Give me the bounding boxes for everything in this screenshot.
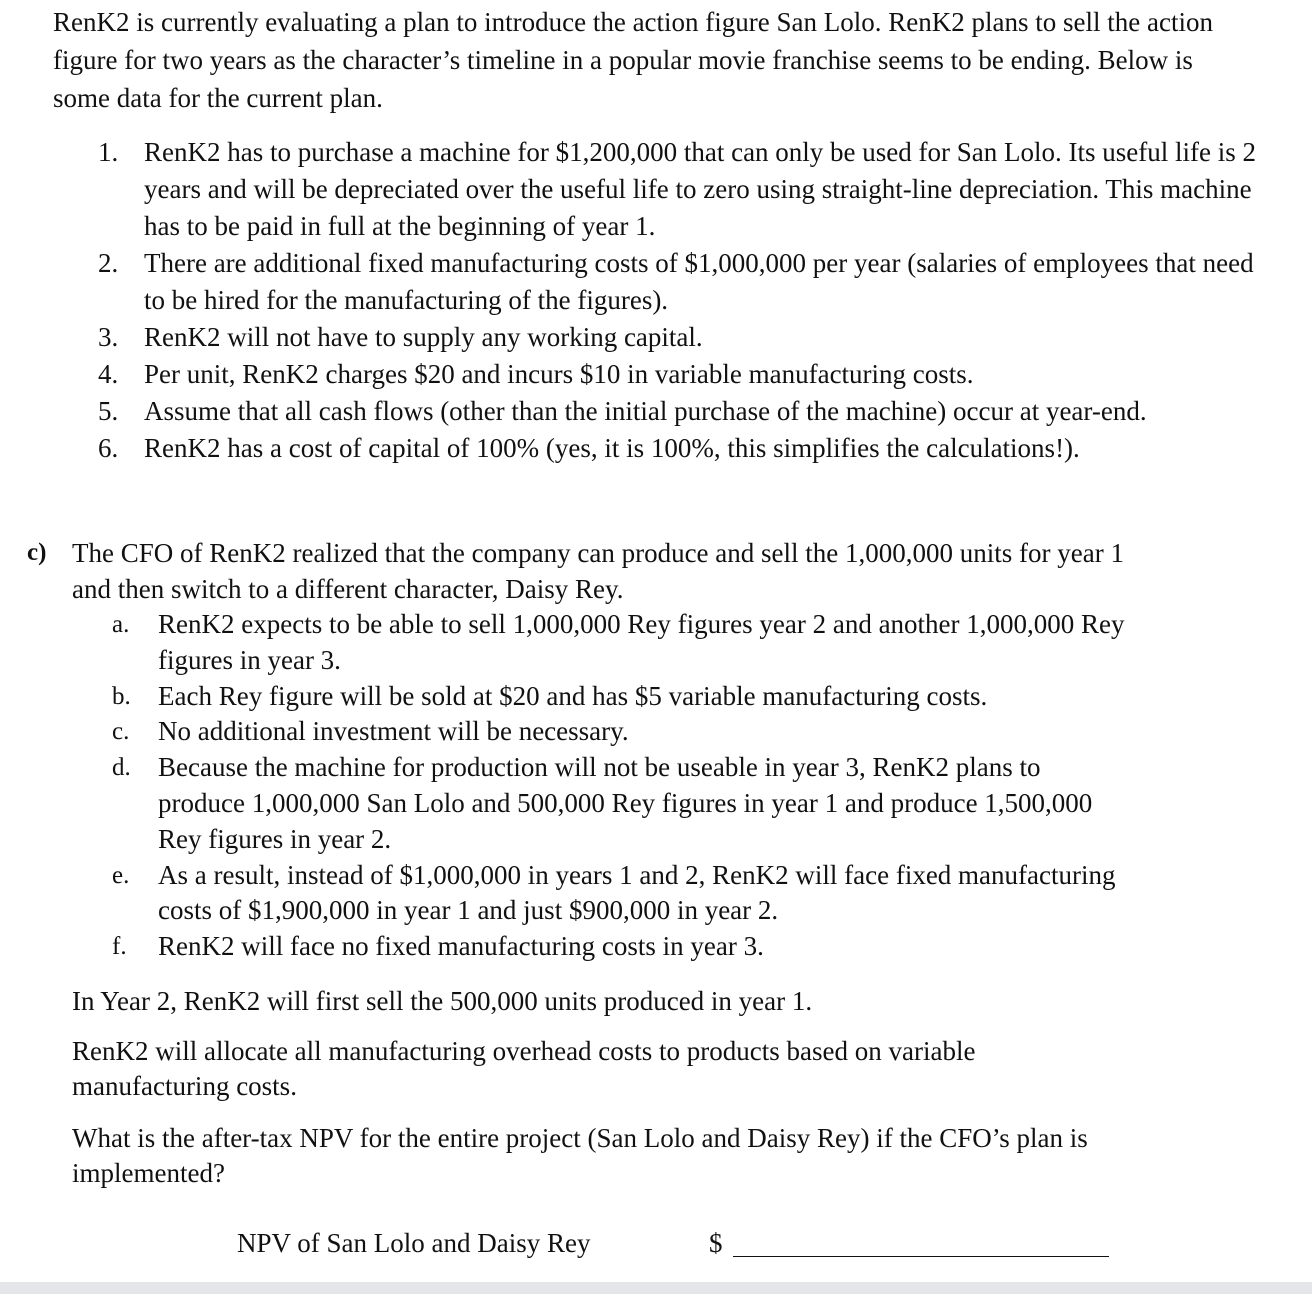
list-marker: f. [112, 933, 127, 961]
list-item-text: There are additional fixed manufacturing costs of $1,000,000 per year (salaries of employees that need to be hired for the manufacturing of the figures). [144, 248, 1254, 315]
list-item [112, 607, 1132, 679]
overhead-allocation-note: RenK2 will allocate all manufacturing overhead costs to products based on variable manufacturing costs. [72, 1036, 976, 1101]
list-item-text: RenK2 has to purchase a machine for $1,200,000 that can only be used for San Lolo. Its useful life is 2 years and will be depreciated over the useful life to zero using straight-line depreciation. This machine has to be paid in full at the beginning of year 1. [144, 137, 1256, 241]
list-item [94, 319, 1264, 356]
list-item-text: RenK2 will face no fixed manufacturing costs in year 3. [158, 931, 764, 962]
list-marker: e. [112, 861, 130, 889]
list-item-text: RenK2 will not have to supply any working capital. [144, 322, 703, 352]
question-part-c [27, 535, 1127, 607]
list-marker: 6. [98, 433, 119, 463]
list-marker: b. [112, 682, 131, 710]
list-item [94, 430, 1264, 467]
intro-paragraph: RenK2 is currently evaluating a plan to introduce the action figure San Lolo. RenK2 plans to sell the action figure for two years as the character’s timeline in a popular movie franchise seems to be ending. Below is some data for the current plan. [53, 7, 1213, 113]
list-item-text: No additional investment will be necessary. [158, 716, 629, 747]
npv-answer-label: NPV of San Lolo and Daisy Rey [237, 1228, 591, 1258]
list-item [112, 714, 1132, 750]
list-item [112, 858, 1132, 930]
list-item [94, 134, 1264, 245]
list-marker: 2. [98, 248, 119, 278]
list-marker: 4. [98, 359, 119, 389]
year2-sales-note: In Year 2, RenK2 will first sell the 500,000 units produced in year 1. [72, 986, 813, 1016]
part-c-list [112, 607, 1132, 965]
list-item [112, 679, 1132, 715]
list-item-text: Because the machine for production will not be useable in year 3, RenK2 plans to produce 1,000,000 San Lolo and 500,000 Rey figures in year 1 and produce 1,500,000 Rey figures in year 2. [158, 752, 1093, 854]
list-item [112, 929, 1132, 965]
list-item-text: Each Rey figure will be sold at $20 and has $5 variable manufacturing costs. [158, 680, 988, 711]
list-marker: 1. [98, 137, 119, 167]
list-marker: 3. [98, 322, 119, 352]
list-marker: c. [112, 718, 130, 746]
list-item-text: Assume that all cash flows (other than the initial purchase of the machine) occur at year-end. [144, 396, 1147, 426]
npv-answer-blank[interactable] [733, 1256, 1109, 1257]
list-item [94, 356, 1264, 393]
list-item [112, 750, 1132, 857]
currency-symbol: $ [709, 1228, 723, 1258]
list-item-text: RenK2 has a cost of capital of 100% (yes, it is 100%, this simplifies the calculations!). [144, 433, 1080, 463]
list-marker: a. [112, 611, 130, 638]
bottom-scroll-strip [0, 1282, 1312, 1294]
list-item-text: RenK2 expects to be able to sell 1,000,000 Rey figures year 2 and another 1,000,000 Rey figures in year 3. [158, 609, 1125, 675]
list-item [94, 245, 1264, 319]
list-item-text: As a result, instead of $1,000,000 in years 1 and 2, RenK2 will face fixed manufacturing costs of $1,900,000 in year 1 and just $900,000 in year 2. [158, 859, 1116, 926]
list-marker: d. [112, 754, 131, 782]
question-prompt: What is the after-tax NPV for the entire project (San Lolo and Daisy Rey) if the CFO’s plan is implemented? [72, 1123, 1088, 1188]
plan-data-list [94, 134, 1264, 467]
list-item-text: Per unit, RenK2 charges $20 and incurs $10 in variable manufacturing costs. [144, 359, 974, 389]
list-marker: 5. [98, 396, 119, 426]
part-c-label: c) [27, 539, 47, 566]
part-c-intro: The CFO of RenK2 realized that the company can produce and sell the 1,000,000 units for year 1 and then switch to a different character, Daisy Rey. [72, 538, 1124, 604]
list-item [94, 393, 1264, 430]
